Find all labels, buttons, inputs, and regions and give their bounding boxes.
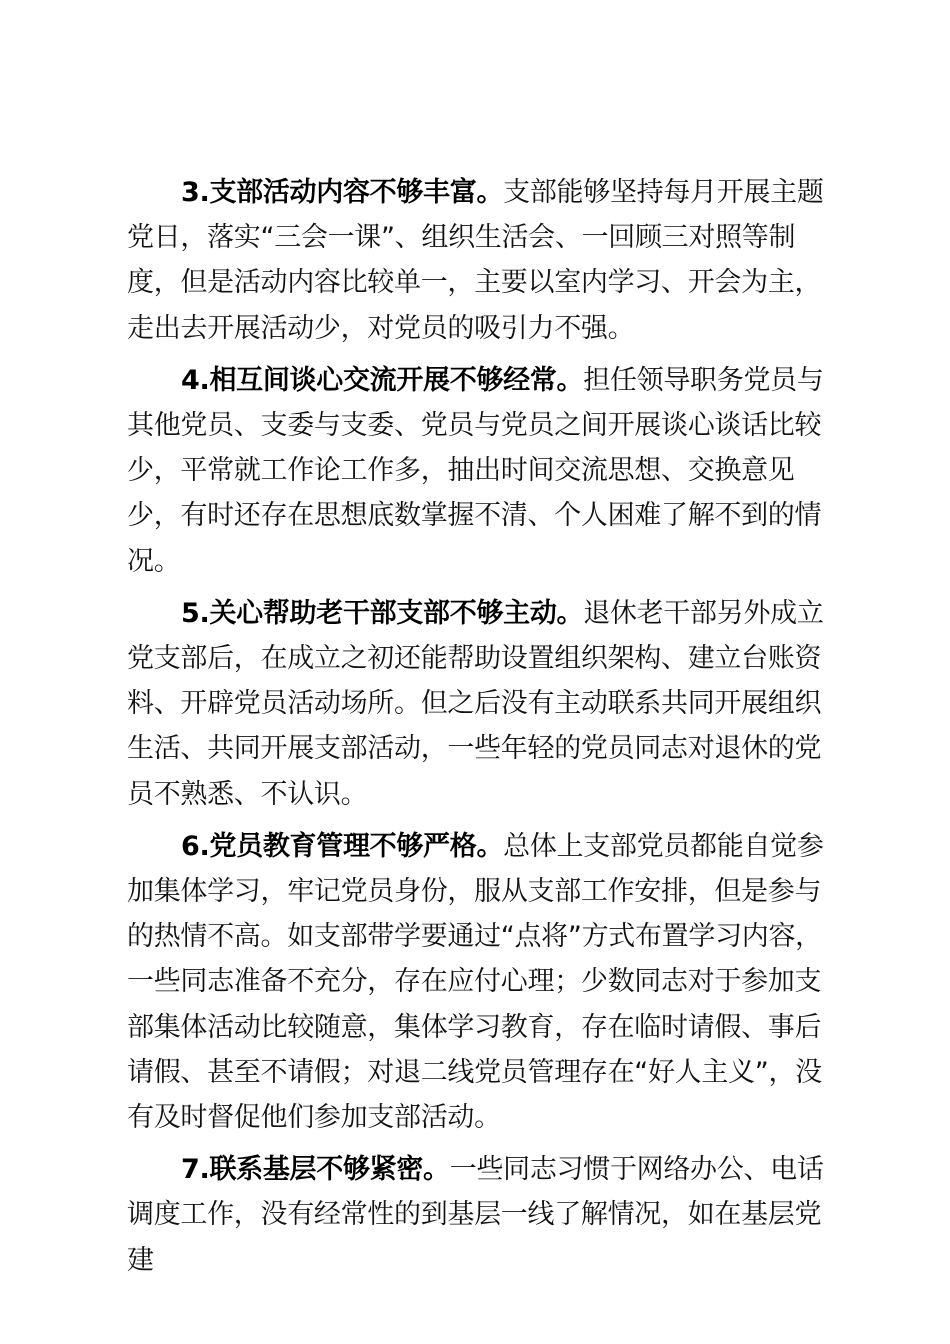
paragraph-heading: 6.党员教育管理不够严格。 — [181, 830, 504, 862]
paragraph-heading: 3.支部活动内容不够丰富。 — [181, 177, 504, 208]
paragraph-6 — [127, 824, 827, 1140]
paragraph-heading: 4.相互间谈心交流开展不够经常。 — [181, 364, 584, 396]
paragraph-heading: 5.关心帮助老干部支部不够主动。 — [181, 597, 584, 629]
paragraph-7 — [127, 1147, 827, 1283]
paragraph-3 — [127, 170, 827, 351]
paragraph-heading: 7.联系基层不够紧密。 — [181, 1154, 450, 1186]
document-body — [127, 170, 827, 1290]
paragraph-text: 总体上支部党员都能自觉参加集体学习，牢记党员身份，服从支部工作安排，但是参与的热情不高。如支部带学要通过“点将”方式布置学习内容，一些同志准备不充分，存在应付心理；少数同志对于参加支部集体活动比较随意，集体学习教育，存在临时请假、事后请假、甚至不请假；对退二线党员管理存在“好人主义”，没有及时督促他们参加支部活动。 — [127, 830, 824, 1134]
paragraph-4 — [127, 358, 827, 584]
paragraph-5 — [127, 591, 827, 817]
paragraph-text: 担任领导职务党员与其他党员、支委与支委、党员与党员之间开展谈心谈话比较少，平常就工作论工作多，抽出时间交流思想、交换意见少，有时还存在思想底数掌握不清、个人困难了解不到的情况。 — [127, 364, 824, 577]
paragraph-text: 一些同志习惯于网络办公、电话调度工作，没有经常性的到基层一线了解情况，如在基层党建 — [127, 1154, 824, 1276]
paragraph-text: 支部能够坚持每月开展主题党日，落实“三会一课”、组织生活会、一回顾三对照等制度，但是活动内容比较单一，主要以室内学习、开会为主，走出去开展活动少，对党员的吸引力不强。 — [127, 177, 824, 344]
paragraph-text: 退休老干部另外成立党支部后，在成立之初还能帮助设置组织架构、建立台账资料、开辟党员活动场所。但之后没有主动联系共同开展组织生活、共同开展支部活动，一些年轻的党员同志对退休的党员不熟悉、不认识。 — [127, 597, 824, 810]
